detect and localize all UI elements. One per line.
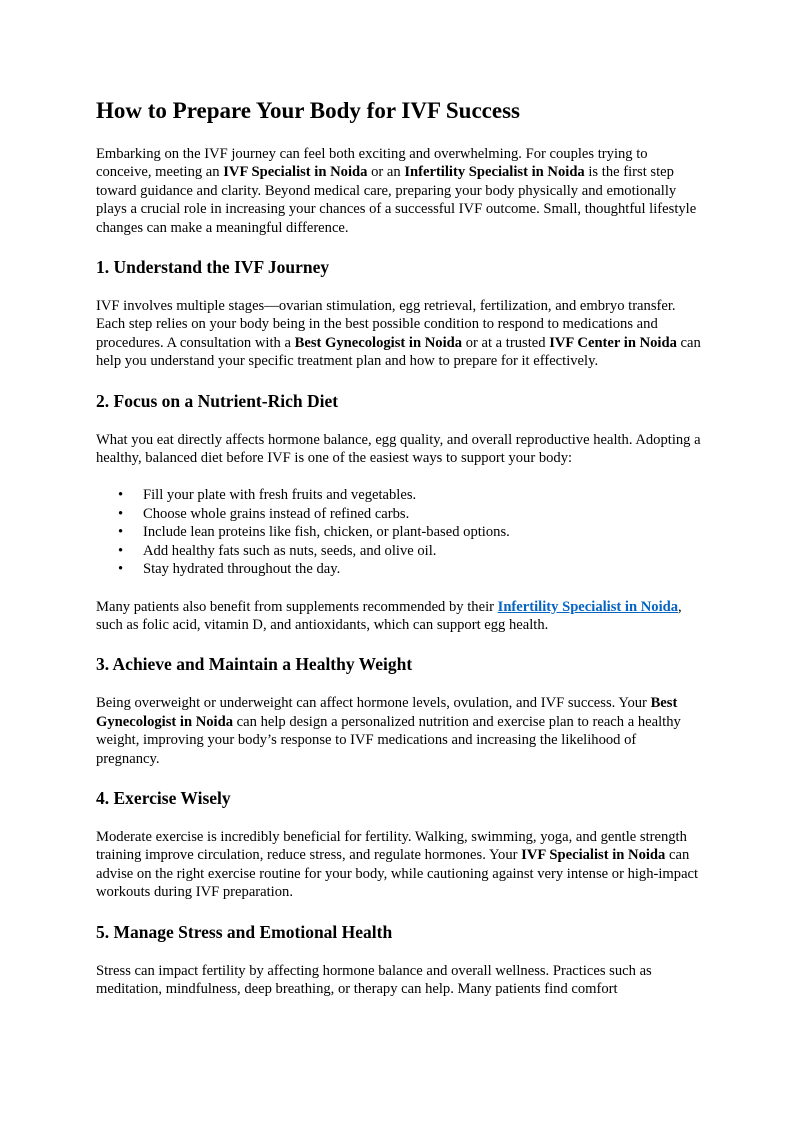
intro-text-3: is the first step toward guidance and clarity. Beyond medical care, preparing your body physically and emotionally plays a crucial role in increasing your chances of a successful IVF outcome. Small, thoughtful lifestyle changes can make a meaningful difference. [96, 164, 697, 236]
page-title: How to Prepare Your Body for IVF Success [96, 98, 520, 123]
bullet-icon: • [118, 524, 124, 541]
infertility-specialist-link[interactable]: Infertility Specialist in Noida [497, 598, 679, 615]
section4-paragraph [96, 828, 702, 902]
section3-text-1: Being overweight or underweight can affect hormone levels, ovulation, and IVF success. Your [96, 695, 651, 712]
section2-text-1: Many patients also benefit from supplements recommended by their [96, 598, 498, 615]
list-item-text: Choose whole grains instead of refined carbs. [143, 505, 410, 522]
section1-text-1: IVF involves multiple stages—ovarian stimulation, egg retrieval, fertilization, and embryo transfer. Each step relies on your body being in the best possible condition to respond to medications and procedures. A consultation with a [96, 298, 676, 351]
diet-list [96, 486, 702, 578]
intro-bold-1: IVF Specialist in Noida [223, 164, 368, 181]
section5-paragraph: Stress can impact fertility by affecting hormone balance and overall wellness. Practices such as meditation, mindfulness, deep breathing, or therapy can help. Many patients find comfort [96, 962, 652, 997]
section2-heading: 2. Focus on a Nutrient-Rich Diet [96, 390, 339, 411]
section4-text-1: Moderate exercise is incredibly beneficial for fertility. Walking, swimming, yoga, and gentle strength training improve circulation, reduce stress, and regulate hormones. Your [96, 828, 687, 864]
bullet-icon: • [118, 505, 124, 522]
list-item-text: Add healthy fats such as nuts, seeds, and olive oil. [143, 542, 437, 559]
intro-text-2: or an [367, 164, 405, 181]
section5-heading: 5. Manage Stress and Emotional Health [96, 921, 393, 942]
section1-heading: 1. Understand the IVF Journey [96, 257, 330, 278]
list-item-text: Stay hydrated throughout the day. [143, 561, 341, 578]
section3-heading: 3. Achieve and Maintain a Healthy Weight [96, 654, 413, 675]
section1-text-3: can help you understand your specific treatment plan and how to prepare for it effectively. [96, 334, 701, 370]
list-item-text: Include lean proteins like fish, chicken, or plant-based options. [143, 524, 510, 541]
intro-paragraph [96, 145, 702, 237]
section1-paragraph [96, 297, 702, 371]
section1-text-2: or at a trusted [462, 334, 550, 351]
intro-text-1: Embarking on the IVF journey can feel both exciting and overwhelming. For couples trying to conceive, meeting an [96, 146, 648, 181]
section4-heading: 4. Exercise Wisely [96, 787, 231, 808]
list-item [96, 560, 702, 578]
list-item-text: Fill your plate with fresh fruits and vegetables. [143, 487, 417, 504]
list-item [96, 505, 702, 523]
bullet-icon: • [118, 561, 124, 578]
section2-paragraph-2 [96, 598, 702, 635]
section3-paragraph [96, 694, 702, 768]
list-item [96, 486, 702, 504]
section3-text-2: can help design a personalized nutrition and exercise plan to reach a healthy weight, improving your body’s response to IVF medications and increasing the likelihood of pregnancy. [96, 713, 681, 767]
section4-bold-1: IVF Specialist in Noida [521, 847, 666, 864]
section1-bold-1: Best Gynecologist in Noida [294, 334, 463, 351]
document-page [96, 96, 702, 998]
section2-text-2: , such as folic acid, vitamin D, and antioxidants, which can support egg health. [96, 598, 682, 633]
section3-bold-1: Best Gynecologist in Noida [96, 695, 678, 730]
section4-text-2: can advise on the right exercise routine for your body, while cautioning against very intense or high-impact workouts during IVF preparation. [96, 847, 699, 901]
list-item [96, 542, 702, 560]
section1-bold-2: IVF Center in Noida [549, 334, 677, 351]
bullet-icon: • [118, 542, 124, 559]
intro-bold-2: Infertility Specialist in Noida [404, 164, 585, 181]
section2-paragraph-1: What you eat directly affects hormone balance, egg quality, and overall reproductive health. Adopting a healthy, balanced diet before IVF is one of the easiest ways to support your body: [96, 431, 701, 467]
list-item [96, 523, 702, 541]
bullet-icon: • [118, 487, 124, 504]
